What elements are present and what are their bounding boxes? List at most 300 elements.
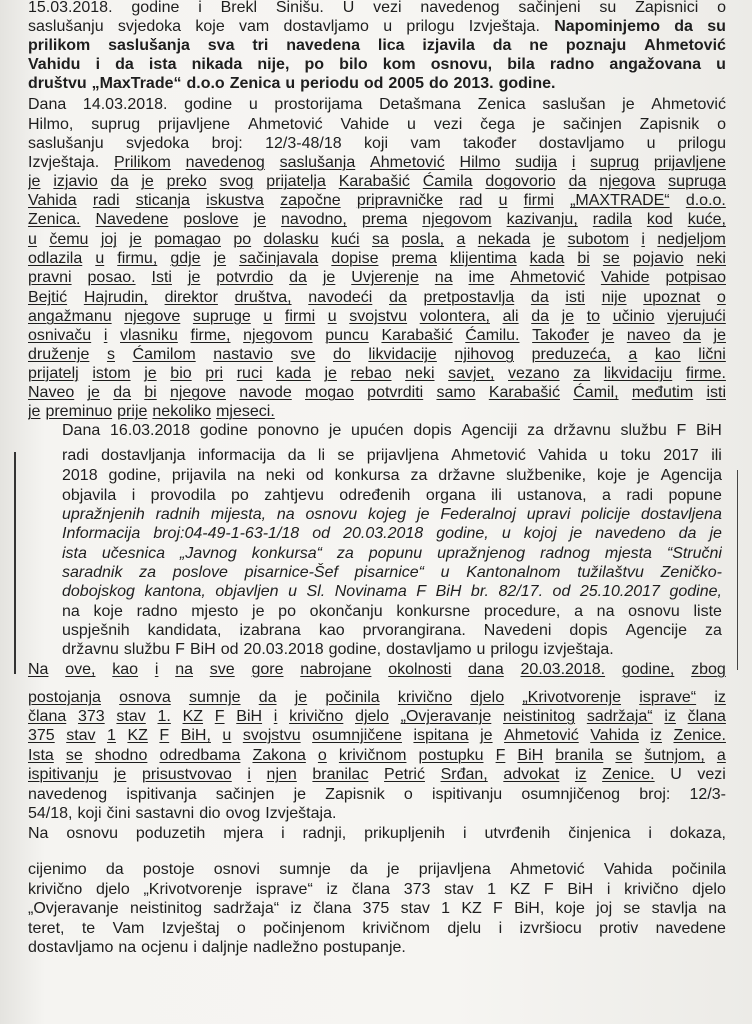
word: da	[110, 173, 129, 190]
word: navedenog	[28, 786, 108, 803]
word: 20.03.2018	[243, 641, 324, 658]
word: ove,	[65, 661, 96, 678]
word: toku	[620, 447, 651, 464]
text-line	[28, 824, 726, 844]
word: klijentima	[449, 250, 517, 267]
word: 14.03.2018.	[82, 96, 168, 113]
word: BiH	[696, 422, 722, 439]
word: počinila	[671, 861, 726, 878]
word: vjerujući	[667, 308, 726, 325]
word: posao.	[87, 269, 136, 286]
word: djelo	[95, 881, 130, 898]
word: u	[263, 308, 273, 325]
word: njegove	[124, 308, 181, 325]
word: za	[410, 467, 428, 484]
word: radno	[549, 56, 595, 73]
word: Brekl	[220, 0, 258, 16]
word: također	[463, 135, 517, 152]
word: i	[571, 154, 576, 171]
word: određenih	[339, 487, 411, 504]
word: nekada	[477, 231, 531, 248]
word: informacija	[197, 447, 276, 464]
word: sumnje	[188, 689, 241, 706]
word: Informacija	[62, 525, 141, 542]
word: lica	[377, 37, 405, 54]
word: Vam	[112, 920, 145, 937]
word: na	[118, 939, 137, 956]
word: vezi	[433, 116, 463, 133]
word: ispitivanja	[126, 786, 197, 803]
word: periodu	[300, 75, 359, 92]
word: godine	[184, 96, 233, 113]
word: djelu	[447, 920, 482, 937]
word: je	[324, 365, 337, 382]
word: Ćamilom	[132, 346, 196, 363]
word: koje	[195, 18, 225, 35]
word: prijavljene	[158, 116, 231, 133]
word: pisarnice“	[354, 564, 424, 581]
word: 2005	[388, 75, 424, 92]
word: nastavio	[213, 346, 273, 363]
word: Ahmetović	[247, 116, 323, 133]
word: iz	[574, 766, 587, 783]
word: po	[231, 487, 249, 504]
word: F	[495, 747, 506, 764]
word: je	[187, 269, 201, 286]
word: djelo	[692, 881, 726, 898]
text-line	[28, 919, 726, 939]
word: ne	[529, 37, 548, 54]
word: kada	[276, 365, 311, 382]
word: prilikom	[28, 37, 91, 54]
word: da	[674, 18, 693, 35]
word: Zenica.	[28, 211, 81, 228]
word: postupanje.	[323, 939, 406, 956]
word: navedena	[286, 37, 361, 54]
word: krivično	[397, 689, 453, 706]
word: Zakona	[252, 747, 306, 764]
word: službu	[123, 641, 171, 658]
word: upravi	[526, 506, 571, 523]
word: sačinjen	[563, 116, 622, 133]
word: godine,	[108, 467, 161, 484]
word: stav	[66, 727, 96, 744]
word: F	[493, 900, 503, 917]
word: KZ	[461, 900, 482, 917]
word: prijavljene	[653, 154, 726, 171]
word: je	[113, 766, 127, 783]
word: navedenog	[185, 154, 265, 171]
word: shodno	[94, 747, 148, 764]
word: krivično	[289, 708, 344, 725]
word: likvidaciju	[603, 365, 673, 382]
word: 375	[28, 727, 55, 744]
word: počinjenom	[263, 920, 346, 937]
text-line	[62, 505, 722, 525]
word: protiv	[599, 920, 639, 937]
word: puncu	[325, 327, 369, 344]
word: okončanju	[309, 603, 383, 620]
word: firmu,	[117, 250, 158, 267]
word: provodila	[150, 487, 216, 504]
word: volontera,	[419, 308, 490, 325]
word: Zenice.	[673, 727, 726, 744]
word: Ahmetović	[510, 269, 585, 286]
word: bi	[144, 384, 157, 401]
word: dostavljamo	[283, 18, 369, 35]
word: Petrić	[384, 766, 425, 783]
word: Zenica	[477, 96, 526, 113]
word: i	[648, 825, 652, 842]
word: vam	[410, 135, 441, 152]
word: kada	[529, 250, 565, 267]
word: po	[278, 603, 296, 620]
word: da	[287, 447, 306, 464]
word: Karabašić	[381, 327, 453, 344]
word: po	[304, 56, 325, 73]
word: godine,	[669, 583, 722, 600]
word: gdje	[170, 250, 201, 267]
word: neki	[265, 467, 296, 484]
text-line	[28, 688, 726, 708]
word: Napominjemo	[554, 18, 660, 35]
word: 375	[362, 900, 390, 917]
word: krivično	[624, 881, 679, 898]
word: „Krivotvorenje	[522, 689, 622, 706]
word: ili	[491, 487, 502, 504]
word: Izvještaj	[161, 920, 220, 937]
word: državnu	[62, 641, 119, 658]
word: radi	[62, 447, 89, 464]
word: 12/3-	[689, 786, 726, 803]
word: od	[552, 583, 571, 600]
word: mjesta	[604, 545, 652, 562]
word: firmi	[523, 192, 554, 209]
word: cijenimo	[28, 861, 87, 878]
word: sadržaja“	[213, 900, 280, 917]
word: F	[214, 708, 225, 725]
word: u	[407, 116, 416, 133]
word: vezi	[373, 0, 402, 16]
word: i	[281, 825, 285, 842]
text-line	[28, 115, 726, 135]
word: Prilikom	[113, 154, 171, 171]
word: u	[248, 96, 258, 113]
word: kod	[646, 211, 673, 228]
word: kojoj	[523, 525, 557, 542]
word: stav	[444, 881, 474, 898]
word: nedjeljom	[657, 231, 726, 248]
word: popune	[668, 487, 722, 504]
word: „MaxTrade“	[91, 75, 182, 92]
word: isprave“	[639, 689, 697, 706]
text-line	[28, 938, 726, 958]
word: kao	[654, 346, 681, 363]
word: Zeničko-	[660, 564, 722, 581]
word: je	[637, 467, 650, 484]
word: navedeno	[595, 525, 666, 542]
word: se	[615, 747, 633, 764]
word: službenike,	[506, 467, 587, 484]
word: na	[434, 269, 453, 286]
word: 373	[403, 881, 431, 898]
word: mjeseci.	[216, 403, 275, 420]
word: ustanova,	[517, 487, 587, 504]
word: je	[293, 786, 307, 803]
word: navedene	[655, 920, 726, 937]
word: 373	[77, 708, 105, 725]
word: i	[198, 0, 202, 16]
word: Dana	[62, 422, 101, 439]
word: čemu	[49, 231, 89, 248]
word: Ćamil,	[573, 384, 619, 401]
word: sa	[372, 231, 389, 248]
word: izvještaja.	[543, 641, 614, 658]
word: i	[154, 661, 159, 678]
word: preminuo	[45, 403, 113, 420]
word: stav	[116, 708, 146, 725]
word: Navedeni	[483, 622, 552, 639]
word: ista	[62, 545, 87, 562]
word: je	[561, 308, 575, 325]
word: godine,	[436, 525, 489, 542]
word: firme.	[685, 365, 726, 382]
word: a	[574, 603, 583, 620]
word: ili	[711, 447, 722, 464]
text-line	[28, 74, 726, 94]
word: osnovu,	[430, 56, 493, 73]
word: broj:04-49-1-63-1/18	[153, 525, 300, 542]
word: saslušanju	[28, 135, 104, 152]
word: u	[327, 308, 337, 325]
word: Također	[532, 327, 590, 344]
word: zbog	[691, 661, 726, 678]
word: je	[542, 231, 556, 248]
word: člana	[313, 900, 352, 917]
word: BiH,	[514, 900, 545, 917]
word: saradnik	[62, 564, 123, 581]
text-line	[28, 707, 726, 727]
word: F	[175, 641, 185, 658]
word: svjedoka	[117, 18, 182, 35]
word: popunu	[368, 545, 423, 562]
word: subotom	[567, 231, 629, 248]
word: ali	[502, 308, 519, 325]
word: potvrditi	[367, 384, 424, 401]
word: prijatelja	[266, 173, 326, 190]
word: Vahida	[603, 861, 653, 878]
word: dopise	[331, 250, 379, 267]
text-line	[28, 172, 726, 192]
word: se	[623, 900, 641, 917]
word: bi	[577, 250, 590, 267]
word: je	[709, 525, 722, 542]
word: suprug	[91, 116, 141, 133]
word: daljnje	[201, 939, 249, 956]
word: godine	[199, 422, 248, 439]
word: je	[713, 327, 726, 344]
word: Vahida	[590, 727, 639, 744]
word: i	[103, 327, 108, 344]
word: BiH	[189, 641, 216, 658]
word: 25.10.2017	[579, 583, 660, 600]
word: isti	[565, 289, 585, 306]
word: iskustva	[206, 192, 264, 209]
text-line	[28, 288, 726, 308]
word: su	[599, 0, 617, 16]
word: neistinitog	[129, 900, 202, 917]
word: poslove	[183, 211, 239, 228]
word: s	[106, 346, 115, 363]
word: da	[530, 289, 549, 306]
word: iz	[714, 689, 726, 706]
word: radi	[92, 192, 120, 209]
word: do	[332, 346, 351, 363]
word: prijavljena	[366, 447, 439, 464]
word: neki	[405, 365, 435, 382]
word: pravni	[28, 269, 72, 286]
word: a	[628, 346, 638, 363]
word: o	[236, 920, 246, 937]
word: naveo	[626, 327, 671, 344]
word: iz	[664, 708, 676, 725]
word: od	[305, 467, 324, 484]
word: Ahmetović	[451, 447, 526, 464]
word: sadržaja“	[586, 708, 653, 725]
word: Uvjerenje	[351, 269, 419, 286]
word: branilac	[312, 766, 369, 783]
word: u	[285, 75, 296, 92]
word: F	[676, 422, 687, 439]
word: teret,	[28, 920, 65, 937]
word: je	[28, 403, 41, 420]
word: prikupljenih	[364, 825, 446, 842]
word: o	[317, 747, 327, 764]
text-line	[62, 544, 722, 564]
word: društva,	[234, 289, 292, 306]
word: samo	[436, 384, 476, 401]
word: BiH	[567, 881, 594, 898]
word: a	[602, 487, 611, 504]
word: izjavio	[53, 173, 98, 190]
word: 15.03.2018.	[28, 0, 113, 16]
word: Srđan,	[440, 766, 488, 783]
word: Vahide	[340, 116, 390, 133]
word: prijavljena	[418, 861, 491, 878]
text-line	[28, 383, 726, 403]
word: advokat	[503, 766, 560, 783]
word: društvu	[28, 75, 87, 92]
word: 1	[107, 727, 116, 744]
word: preduzeća,	[531, 346, 611, 363]
word: Ćamila	[422, 173, 473, 190]
word: 54/18,	[28, 805, 73, 822]
word: njegovom	[243, 327, 313, 344]
text-line	[28, 804, 726, 824]
word: dobojskog	[62, 583, 135, 600]
word: službu	[620, 422, 667, 439]
word: organa	[425, 487, 476, 504]
text-line	[28, 95, 726, 115]
word: da	[105, 861, 124, 878]
word: je	[569, 525, 583, 542]
text-line	[28, 0, 726, 18]
word: liste	[693, 603, 722, 620]
word: za	[705, 622, 722, 639]
word: d.o.o.	[685, 192, 726, 209]
word: se	[65, 747, 83, 764]
word: postoje	[142, 861, 195, 878]
word: o	[716, 289, 726, 306]
word: F	[416, 583, 427, 600]
word: djelo	[470, 689, 505, 706]
word: supruge	[192, 308, 251, 325]
word: upražnjenog	[437, 545, 526, 562]
word: upražnjenih	[62, 506, 145, 523]
word: radnog	[540, 545, 590, 562]
word: dokaza,	[669, 825, 726, 842]
word: međutim	[631, 384, 694, 401]
word: kao	[112, 661, 139, 678]
word: je	[253, 211, 267, 228]
word: navode	[239, 384, 292, 401]
word: na	[596, 603, 615, 620]
word: Ista	[28, 747, 54, 764]
word: i	[131, 487, 136, 504]
word: osnova	[119, 689, 171, 706]
word: 16.03.2018	[110, 422, 191, 439]
word: br.	[470, 583, 489, 600]
word: je	[294, 689, 308, 706]
word: direktor	[164, 289, 218, 306]
word: je	[417, 506, 430, 523]
word: započne	[280, 192, 341, 209]
word: na	[237, 467, 255, 484]
word: saslušan	[542, 96, 606, 113]
word: za	[573, 365, 591, 382]
word: postojanja	[28, 689, 101, 706]
word: iz	[290, 900, 302, 917]
word: saslušanja	[108, 37, 190, 54]
word: godine.	[498, 75, 556, 92]
word: 1	[441, 900, 451, 917]
word: iz	[326, 881, 339, 898]
word: vam	[239, 18, 270, 35]
word: branila	[555, 747, 604, 764]
word: u	[288, 583, 297, 600]
word: bio	[170, 365, 192, 382]
word: to	[586, 308, 601, 325]
word: likvidacije	[368, 346, 437, 363]
word: da	[113, 384, 131, 401]
word: bila	[507, 56, 535, 73]
word: prijavila	[171, 467, 227, 484]
word: u	[28, 231, 37, 248]
word: mjesto	[191, 603, 239, 620]
word: F	[159, 727, 170, 744]
word: dopis	[569, 622, 608, 639]
word: ista	[148, 56, 177, 73]
word: je	[129, 231, 142, 248]
word: činjenica	[568, 825, 631, 842]
word: Izvještaja.	[265, 805, 337, 822]
word: upućen	[351, 422, 404, 439]
word: njegova	[599, 173, 656, 190]
word: ispitana	[413, 727, 469, 744]
word: da	[683, 327, 701, 344]
text-line	[62, 446, 722, 466]
word: njen	[266, 766, 297, 783]
